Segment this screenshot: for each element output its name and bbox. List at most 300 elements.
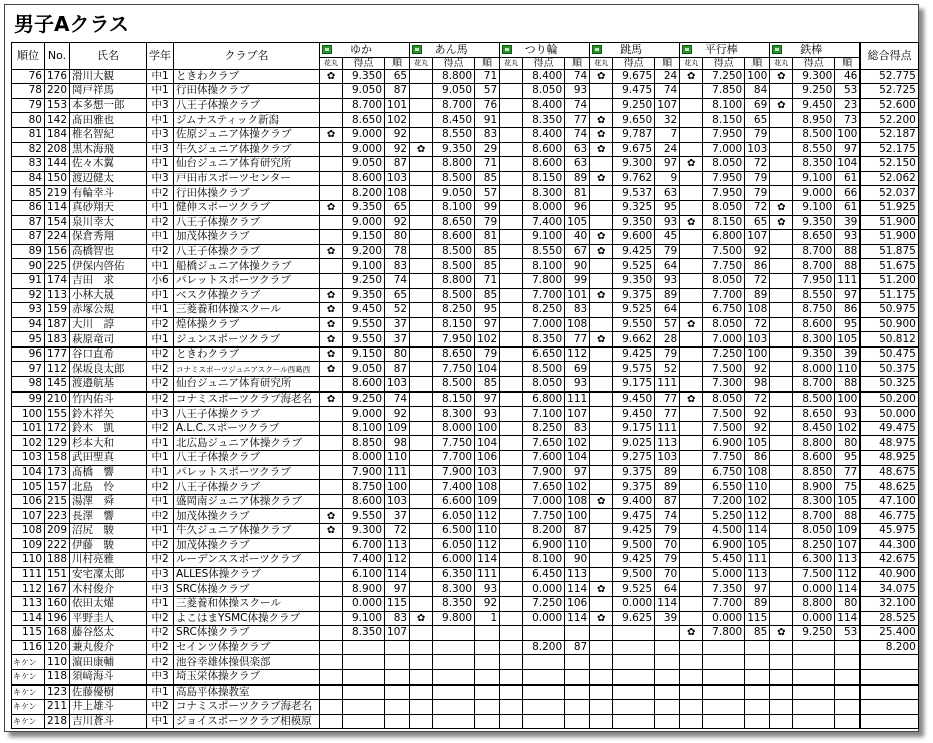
cell-place: 102 xyxy=(835,421,861,436)
table-row xyxy=(12,685,919,700)
cell-place xyxy=(655,669,680,684)
cell-place: 32 xyxy=(655,113,680,128)
cell-flower-mark xyxy=(410,480,433,495)
cell-score: 0.000 xyxy=(703,611,745,626)
cell-club: 仙台ジュニア体育研究所 xyxy=(174,377,320,392)
cell-club: 三菱養和体操スクール xyxy=(174,596,320,611)
cell-score: 9.425 xyxy=(613,524,655,539)
cell-flower-mark xyxy=(410,685,433,700)
cell-flower-mark xyxy=(410,700,433,715)
cell-score: 9.250 xyxy=(343,273,385,288)
cell-place: 100 xyxy=(835,392,861,407)
cell-place: 74 xyxy=(565,69,590,84)
cell-place: 112 xyxy=(385,553,410,568)
cell-name: 泉川幸大 xyxy=(70,215,147,230)
cell-club: 埼玉栄体操クラブ xyxy=(174,669,320,684)
cell-score: 9.350 xyxy=(343,69,385,84)
header-apparatus xyxy=(410,43,500,58)
cell-score: 9.350 xyxy=(793,347,835,362)
cell-name: 真砂翔天 xyxy=(70,200,147,215)
cell-name: 伊保内啓佑 xyxy=(70,259,147,274)
cell-no: 173 xyxy=(45,465,70,480)
cell-flower-mark xyxy=(500,596,523,611)
cell-place: 71 xyxy=(475,273,500,288)
cell-flower-mark xyxy=(500,524,523,539)
cell-place: 89 xyxy=(745,596,770,611)
cell-grade: 中3 xyxy=(147,567,174,582)
cell-place: 39 xyxy=(835,215,861,230)
cell-place: 106 xyxy=(565,596,590,611)
cell-name: 保倉秀翔 xyxy=(70,230,147,245)
cell-name: 竹内佑斗 xyxy=(70,392,147,407)
cell-flower-mark xyxy=(500,685,523,700)
cell-flower-mark xyxy=(680,332,703,347)
cell-grade: 中1 xyxy=(147,494,174,509)
cell-flower-mark xyxy=(500,626,523,641)
cell-score: 8.200 xyxy=(523,640,565,655)
cell-score: 7.700 xyxy=(703,288,745,303)
cell-place: 71 xyxy=(475,157,500,172)
cell-club: SRC体操クラブ xyxy=(174,626,320,641)
cell-place: 80 xyxy=(385,230,410,245)
cell-score: 9.450 xyxy=(793,98,835,113)
cell-flower-mark xyxy=(410,157,433,172)
cell-flower-mark xyxy=(500,611,523,626)
cell-place: 52 xyxy=(385,303,410,318)
cell-rank: 98 xyxy=(12,377,45,392)
header-score: 得点 xyxy=(703,57,745,69)
cell-score: 7.000 xyxy=(703,332,745,347)
cell-score: 8.250 xyxy=(433,303,475,318)
cell-place: 109 xyxy=(835,524,861,539)
cell-flower-mark xyxy=(770,407,793,422)
cell-score: 9.475 xyxy=(613,84,655,99)
header-score: 得点 xyxy=(523,57,565,69)
cell-flower-mark xyxy=(680,553,703,568)
cell-score: 8.700 xyxy=(433,98,475,113)
cell-score: 6.900 xyxy=(703,538,745,553)
cell-place: 73 xyxy=(835,113,861,128)
cell-score: 8.000 xyxy=(343,451,385,466)
cell-flower-mark: ✿ xyxy=(590,288,613,303)
cell-flower-mark xyxy=(500,288,523,303)
cell-score: 9.762 xyxy=(613,171,655,186)
cell-score xyxy=(703,685,745,700)
cell-score: 8.500 xyxy=(793,392,835,407)
cell-rank: 112 xyxy=(12,582,45,597)
cell-rank: 84 xyxy=(12,171,45,186)
cell-score: 8.600 xyxy=(343,377,385,392)
cell-place: 113 xyxy=(745,567,770,582)
cell-rank: 95 xyxy=(12,332,45,347)
cell-score xyxy=(793,640,835,655)
table-row xyxy=(12,436,919,451)
cell-place xyxy=(385,640,410,655)
cell-flower-mark xyxy=(590,669,613,684)
cell-place xyxy=(655,700,680,715)
table-row xyxy=(12,259,919,274)
cell-flower-mark xyxy=(500,303,523,318)
cell-flower-mark xyxy=(680,509,703,524)
cell-flower-mark xyxy=(590,480,613,495)
cell-grade: 中1 xyxy=(147,69,174,84)
cell-place: 100 xyxy=(565,509,590,524)
cell-no: 113 xyxy=(45,288,70,303)
cell-score: 8.000 xyxy=(523,200,565,215)
cell-place: 105 xyxy=(565,215,590,230)
cell-name: 吉川蒼斗 xyxy=(70,714,147,729)
cell-name: 杉本大和 xyxy=(70,436,147,451)
cell-place: 111 xyxy=(655,421,680,436)
cell-flower-mark xyxy=(410,171,433,186)
cell-flower-mark xyxy=(410,377,433,392)
cell-place: 114 xyxy=(475,553,500,568)
cell-total: 42.675 xyxy=(860,553,918,568)
cell-place: 103 xyxy=(745,142,770,157)
cell-flower-mark xyxy=(590,451,613,466)
header-score: 得点 xyxy=(343,57,385,69)
cell-flower-mark xyxy=(770,567,793,582)
cell-flower-mark xyxy=(500,244,523,259)
cell-flower-mark xyxy=(680,655,703,670)
cell-grade: 中2 xyxy=(147,215,174,230)
cell-place: 108 xyxy=(475,480,500,495)
cell-flower-mark xyxy=(770,480,793,495)
cell-place: 103 xyxy=(475,465,500,480)
cell-flower-mark xyxy=(500,509,523,524)
cell-flower-mark: ✿ xyxy=(590,494,613,509)
cell-flower-mark xyxy=(770,451,793,466)
cell-place: 97 xyxy=(385,582,410,597)
cell-flower-mark xyxy=(320,714,343,729)
cell-place xyxy=(655,714,680,729)
cell-flower-mark xyxy=(770,244,793,259)
cell-score: 8.900 xyxy=(343,582,385,597)
cell-score: 8.500 xyxy=(433,288,475,303)
cell-score: 8.450 xyxy=(793,421,835,436)
cell-score: 6.450 xyxy=(523,567,565,582)
cell-place: 99 xyxy=(565,273,590,288)
cell-total: 44.300 xyxy=(860,538,918,553)
cell-place: 93 xyxy=(565,377,590,392)
cell-flower-mark xyxy=(320,700,343,715)
cell-place: 104 xyxy=(835,157,861,172)
cell-name: 有輪幸斗 xyxy=(70,186,147,201)
cell-flower-mark xyxy=(590,465,613,480)
cell-place xyxy=(835,640,861,655)
cell-score: 8.400 xyxy=(523,98,565,113)
cell-place: 57 xyxy=(475,186,500,201)
cell-place: 89 xyxy=(655,480,680,495)
cell-rank: 94 xyxy=(12,317,45,332)
cell-flower-mark xyxy=(410,596,433,611)
cell-score: 8.150 xyxy=(703,113,745,128)
cell-place: 24 xyxy=(655,69,680,84)
cell-score: 9.500 xyxy=(613,567,655,582)
cell-place: 29 xyxy=(475,142,500,157)
cell-flower-mark: ✿ xyxy=(680,215,703,230)
header-place: 順 xyxy=(565,57,590,69)
cell-no: 210 xyxy=(45,392,70,407)
cell-place: 64 xyxy=(655,582,680,597)
cell-score: 6.900 xyxy=(523,538,565,553)
cell-rank: 91 xyxy=(12,273,45,288)
cell-no: 211 xyxy=(45,700,70,715)
cell-grade: 中2 xyxy=(147,317,174,332)
cell-place: 87 xyxy=(655,494,680,509)
cell-flower-mark xyxy=(680,494,703,509)
cell-flower-mark xyxy=(680,700,703,715)
cell-score: 9.050 xyxy=(343,362,385,377)
cell-grade: 小6 xyxy=(147,273,174,288)
cell-score: 9.100 xyxy=(343,259,385,274)
cell-place: 63 xyxy=(565,142,590,157)
cell-place: 111 xyxy=(565,392,590,407)
table-row xyxy=(12,317,919,332)
cell-score: 8.050 xyxy=(703,392,745,407)
cell-place: 72 xyxy=(385,524,410,539)
cell-place: 39 xyxy=(655,611,680,626)
cell-flower-mark xyxy=(320,465,343,480)
cell-flower-mark xyxy=(320,596,343,611)
cell-score: 9.175 xyxy=(613,421,655,436)
cell-total: 52.725 xyxy=(860,84,918,99)
cell-place: 74 xyxy=(565,98,590,113)
cell-score: 8.200 xyxy=(523,524,565,539)
header-score: 得点 xyxy=(613,57,655,69)
cell-place: 92 xyxy=(475,596,500,611)
cell-place: 64 xyxy=(655,303,680,318)
cell-club: ときわクラブ xyxy=(174,347,320,362)
table-row xyxy=(12,582,919,597)
cell-score: 9.050 xyxy=(433,84,475,99)
cell-score: 6.500 xyxy=(433,524,475,539)
cell-score: 9.300 xyxy=(343,524,385,539)
cell-flower-mark xyxy=(770,186,793,201)
cell-score: 9.100 xyxy=(523,230,565,245)
cell-flower-mark xyxy=(500,200,523,215)
cell-flower-mark: ✿ xyxy=(320,69,343,84)
cell-place: 39 xyxy=(835,347,861,362)
cell-flower-mark xyxy=(410,273,433,288)
cell-place: 57 xyxy=(475,84,500,99)
cell-score: 7.000 xyxy=(523,317,565,332)
cell-place: 88 xyxy=(835,509,861,524)
cell-flower-mark xyxy=(410,714,433,729)
cell-place xyxy=(655,626,680,641)
cell-place: 112 xyxy=(835,567,861,582)
cell-rank: 83 xyxy=(12,157,45,172)
cell-place: 90 xyxy=(565,553,590,568)
cell-club: 八王子体操クラブ xyxy=(174,480,320,495)
cell-score: 8.850 xyxy=(343,436,385,451)
table-row xyxy=(12,215,919,230)
cell-place: 70 xyxy=(655,538,680,553)
table-row xyxy=(12,669,919,684)
table-row xyxy=(12,611,919,626)
cell-flower-mark xyxy=(590,392,613,407)
cell-place: 74 xyxy=(655,84,680,99)
cell-place xyxy=(835,655,861,670)
cell-score: 9.200 xyxy=(343,244,385,259)
cell-flower-mark xyxy=(680,714,703,729)
cell-score xyxy=(793,685,835,700)
cell-score: 9.150 xyxy=(343,347,385,362)
cell-place: 95 xyxy=(475,303,500,318)
cell-flower-mark xyxy=(770,347,793,362)
cell-flower-mark xyxy=(680,113,703,128)
cell-place: 72 xyxy=(745,200,770,215)
cell-place: 61 xyxy=(835,200,861,215)
cell-place: 96 xyxy=(565,200,590,215)
cell-score: 8.650 xyxy=(433,347,475,362)
cell-score: 9.450 xyxy=(613,407,655,422)
cell-score: 8.500 xyxy=(433,171,475,186)
cell-place: 102 xyxy=(385,113,410,128)
cell-flower-mark xyxy=(770,436,793,451)
cell-score: 9.025 xyxy=(613,436,655,451)
cell-name: 高橋智也 xyxy=(70,244,147,259)
cell-flower-mark xyxy=(500,392,523,407)
cell-flower-mark xyxy=(410,215,433,230)
cell-place: 101 xyxy=(385,98,410,113)
cell-flower-mark xyxy=(590,509,613,524)
cell-total: 52.600 xyxy=(860,98,918,113)
cell-place xyxy=(835,714,861,729)
cell-rank: 109 xyxy=(12,538,45,553)
cell-place: 77 xyxy=(655,407,680,422)
cell-flower-mark xyxy=(770,362,793,377)
cell-place: 98 xyxy=(385,436,410,451)
cell-flower-mark xyxy=(680,611,703,626)
cell-flower-mark xyxy=(770,303,793,318)
cell-flower-mark xyxy=(680,98,703,113)
cell-place xyxy=(565,626,590,641)
cell-score: 8.500 xyxy=(793,127,835,142)
cell-flower-mark xyxy=(680,596,703,611)
cell-grade: 中1 xyxy=(147,451,174,466)
cell-score: 8.300 xyxy=(793,494,835,509)
cell-place: 77 xyxy=(565,113,590,128)
cell-place: 83 xyxy=(385,259,410,274)
cell-flower-mark xyxy=(500,332,523,347)
cell-place: 65 xyxy=(745,113,770,128)
cell-rank: 93 xyxy=(12,303,45,318)
cell-place xyxy=(655,640,680,655)
cell-flower-mark: ✿ xyxy=(680,626,703,641)
cell-place: 88 xyxy=(835,244,861,259)
cell-place: 88 xyxy=(835,377,861,392)
header-flag: 花丸 xyxy=(590,57,613,69)
cell-flower-mark xyxy=(590,215,613,230)
cell-flower-mark xyxy=(410,494,433,509)
cell-flower-mark xyxy=(680,84,703,99)
cell-no: 144 xyxy=(45,157,70,172)
cell-place: 112 xyxy=(745,509,770,524)
cell-place: 92 xyxy=(385,215,410,230)
cell-score: 8.300 xyxy=(433,407,475,422)
cell-place: 85 xyxy=(475,259,500,274)
cell-score: 5.250 xyxy=(703,509,745,524)
cell-place: 97 xyxy=(835,288,861,303)
apparatus-name: 跳馬 xyxy=(620,43,643,57)
cell-name: 須﨑海斗 xyxy=(70,669,147,684)
cell-place: 72 xyxy=(745,273,770,288)
cell-score xyxy=(703,669,745,684)
cell-place: 63 xyxy=(565,157,590,172)
cell-rank: 108 xyxy=(12,524,45,539)
cell-place: 87 xyxy=(385,157,410,172)
table-row xyxy=(12,407,919,422)
cell-place: 81 xyxy=(565,186,590,201)
cell-place: 80 xyxy=(385,347,410,362)
table-row xyxy=(12,69,919,84)
cell-flower-mark xyxy=(410,451,433,466)
cell-place: 45 xyxy=(655,230,680,245)
cell-no: 208 xyxy=(45,142,70,157)
cell-score: 8.950 xyxy=(793,113,835,128)
cell-place: 83 xyxy=(565,303,590,318)
cell-club: ALLES体操クラブ xyxy=(174,567,320,582)
cell-name: 髙田雅也 xyxy=(70,113,147,128)
cell-score: 9.375 xyxy=(613,480,655,495)
cell-score: 8.050 xyxy=(523,84,565,99)
cell-score: 8.000 xyxy=(793,362,835,377)
table-row xyxy=(12,332,919,347)
header-score: 得点 xyxy=(433,57,475,69)
cell-total: 51.200 xyxy=(860,273,918,288)
cell-score: 8.500 xyxy=(433,244,475,259)
cell-score xyxy=(613,669,655,684)
header-score: 得点 xyxy=(793,57,835,69)
cell-score: 8.050 xyxy=(703,317,745,332)
cell-flower-mark xyxy=(680,303,703,318)
cell-name: 保坂良太郎 xyxy=(70,362,147,377)
cell-place: 97 xyxy=(475,317,500,332)
cell-no: 224 xyxy=(45,230,70,245)
cell-place: 114 xyxy=(745,524,770,539)
cell-club: ジュンスポーツクラブ xyxy=(174,332,320,347)
cell-place: 65 xyxy=(385,69,410,84)
cell-name: 鈴木祥矢 xyxy=(70,407,147,422)
cell-score xyxy=(703,700,745,715)
cell-place: 93 xyxy=(835,407,861,422)
cell-total: 51.925 xyxy=(860,200,918,215)
cell-score: 9.650 xyxy=(613,113,655,128)
cell-rank: 87 xyxy=(12,215,45,230)
cell-flower-mark xyxy=(320,611,343,626)
cell-score: 7.950 xyxy=(703,127,745,142)
cell-flower-mark: ✿ xyxy=(680,392,703,407)
cell-flower-mark xyxy=(500,640,523,655)
cell-score: 6.700 xyxy=(343,538,385,553)
cell-rank: 100 xyxy=(12,407,45,422)
cell-score: 8.550 xyxy=(793,288,835,303)
cell-score xyxy=(523,655,565,670)
cell-place: 57 xyxy=(655,317,680,332)
cell-place: 113 xyxy=(385,538,410,553)
cell-flower-mark xyxy=(320,215,343,230)
cell-club: 高島平体操教室 xyxy=(174,685,320,700)
cell-score: 7.700 xyxy=(703,596,745,611)
cell-no: 118 xyxy=(45,669,70,684)
cell-name: 伊藤 駿 xyxy=(70,538,147,553)
cell-place: 79 xyxy=(655,553,680,568)
cell-club: ジョイスポーツクラブ相模原 xyxy=(174,714,320,729)
cell-place: 65 xyxy=(385,288,410,303)
cell-place: 105 xyxy=(745,538,770,553)
cell-place: 93 xyxy=(655,273,680,288)
